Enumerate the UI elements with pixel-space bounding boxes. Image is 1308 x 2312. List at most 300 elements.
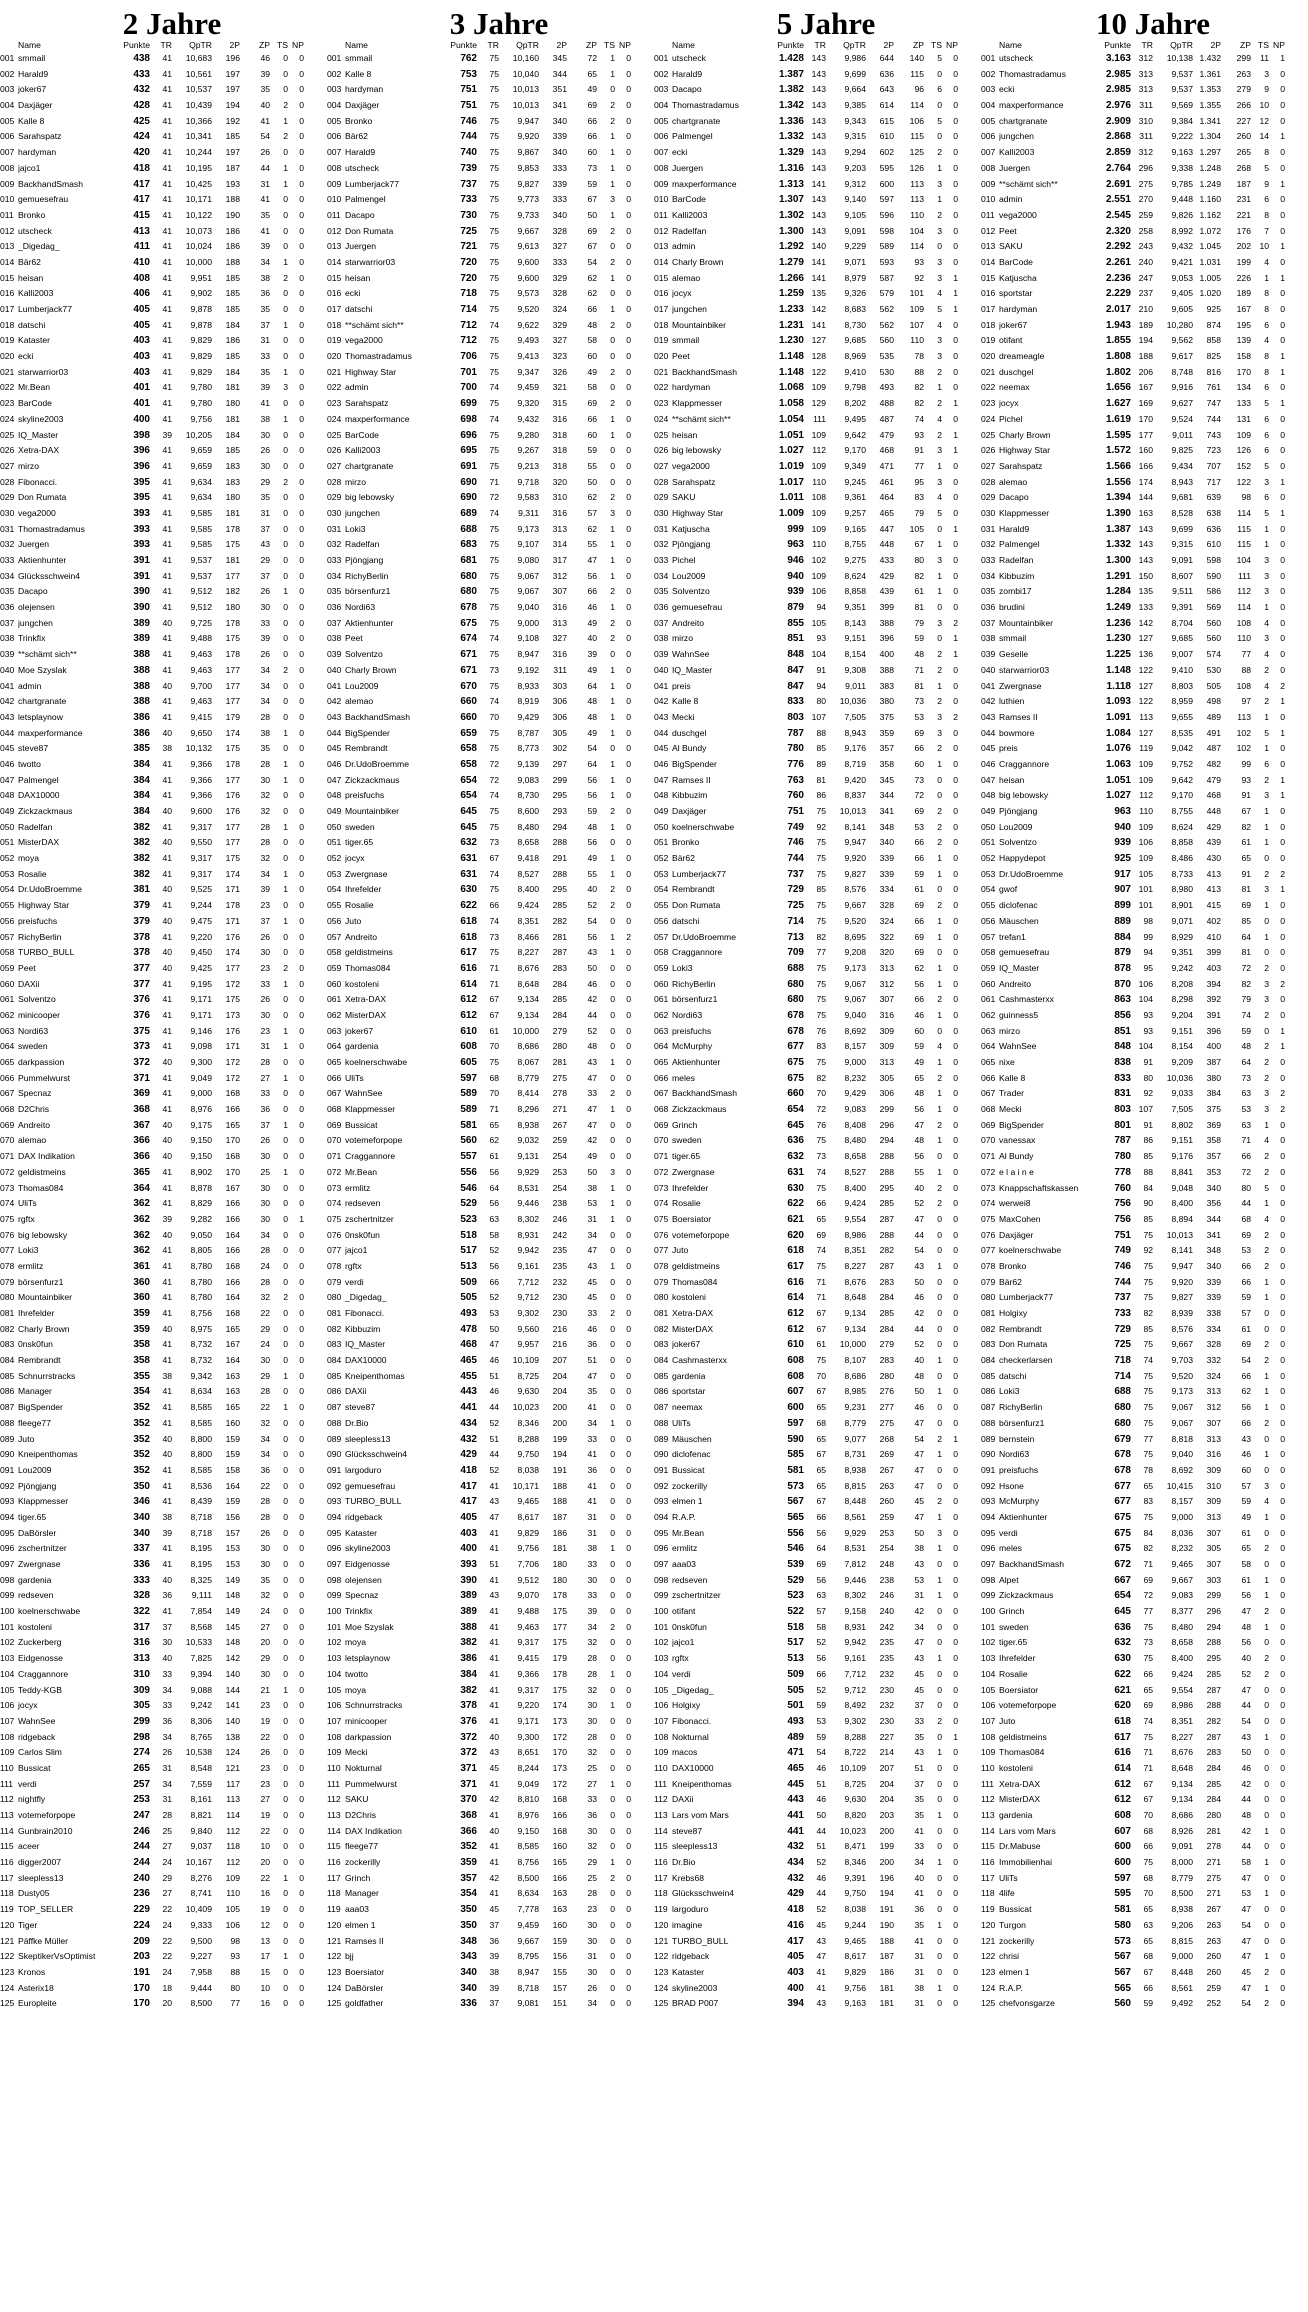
rank-cell: 113: [981, 1810, 995, 1820]
qptr-cell: 8,276: [190, 1872, 212, 1883]
qptr-cell: 9,000: [517, 617, 539, 628]
tr-cell: 24: [162, 1966, 172, 1977]
qptr-cell: 9,825: [1171, 445, 1193, 456]
rank-cell: 074: [0, 1198, 15, 1209]
name-cell: D2Chris: [345, 1810, 377, 1820]
2p-cell: 560: [1206, 633, 1221, 644]
tr-cell: 69: [1143, 1700, 1153, 1711]
tr-cell: 47: [489, 1511, 499, 1522]
rank-cell: 059: [981, 962, 996, 973]
qptr-cell: 9,150: [190, 1151, 212, 1162]
tr-cell: 141: [811, 256, 826, 267]
zp-cell: 266: [1236, 100, 1251, 111]
points-cell: 420: [133, 147, 150, 159]
ts-cell: 0: [937, 1998, 942, 2009]
qptr-cell: 9,756: [844, 1982, 866, 1993]
rank-cell: 065: [981, 1057, 996, 1067]
np-cell: 0: [626, 790, 631, 801]
table-row: [0, 1463, 304, 1479]
name-cell: geldistmeins: [345, 947, 393, 958]
points-cell: 428: [133, 100, 150, 112]
zp-cell: 13: [260, 1935, 270, 1946]
qptr-cell: 9,317: [190, 853, 212, 864]
qptr-cell: 10,013: [839, 806, 866, 816]
table-row: [654, 522, 958, 538]
qptr-cell: 8,938: [517, 1119, 539, 1130]
2p-cell: 285: [552, 900, 567, 911]
points-cell: 600: [1114, 1841, 1131, 1853]
zp-cell: 41: [587, 1402, 597, 1413]
ts-cell: 1: [937, 1449, 942, 1460]
rank-cell: 037: [654, 617, 669, 628]
points-cell: 229: [133, 1904, 150, 1916]
2p-cell: 309: [1206, 1496, 1221, 1507]
2p-cell: 402: [1206, 915, 1221, 926]
2p-cell: 399: [879, 602, 894, 613]
points-cell: 746: [460, 115, 477, 127]
qptr-cell: 9,208: [844, 947, 866, 958]
zp-cell: 41: [260, 225, 270, 236]
table-row: [327, 1667, 631, 1683]
points-cell: 355: [133, 1370, 150, 1382]
qptr-cell: 9,175: [190, 1119, 212, 1130]
2p-cell: 380: [879, 696, 894, 707]
ts-cell: 0: [610, 1433, 615, 1444]
zp-cell: 85: [1241, 915, 1251, 926]
np-cell: 0: [626, 555, 631, 565]
ts-cell: 2: [937, 649, 942, 660]
tr-cell: 41: [162, 978, 172, 989]
name-cell: DAX Indikation: [18, 1151, 75, 1162]
zp-cell: 57: [1241, 1308, 1251, 1318]
name-cell: starwarrior03: [999, 664, 1050, 675]
points-cell: 1.017: [778, 476, 804, 488]
rank-cell: 089: [0, 1433, 15, 1444]
rank-cell: 060: [654, 978, 669, 989]
rank-cell: 061: [981, 994, 996, 1005]
tr-cell: 41: [162, 774, 172, 785]
name-cell: Don Rumata: [999, 1339, 1048, 1350]
ts-cell: 0: [610, 1151, 615, 1162]
rank-cell: 044: [654, 727, 669, 738]
zp-cell: 72: [587, 53, 597, 63]
name-cell: Thomas084: [345, 962, 391, 973]
ts-cell: 0: [283, 1417, 288, 1428]
rank-cell: 021: [654, 366, 669, 377]
name-cell: Andreito: [672, 617, 705, 628]
qptr-cell: 9,366: [190, 758, 212, 769]
points-cell: 517: [787, 1637, 804, 1649]
points-cell: 632: [787, 1151, 804, 1163]
points-cell: 441: [787, 1810, 804, 1821]
points-cell: 560: [460, 1135, 477, 1147]
table-row: [981, 1243, 1285, 1259]
rank-cell: 026: [981, 445, 996, 456]
2p-cell: 598: [879, 225, 894, 236]
qptr-cell: 8,195: [190, 1543, 212, 1554]
rank-cell: 097: [654, 1559, 669, 1569]
points-cell: 718: [460, 288, 477, 300]
table-row: [654, 1149, 958, 1165]
tr-cell: 75: [816, 806, 826, 816]
table-row: [654, 914, 958, 930]
2p-cell: 235: [879, 1637, 894, 1648]
name-cell: smmail: [345, 53, 373, 63]
zp-cell: 53: [1241, 1245, 1251, 1256]
name-cell: verdi: [672, 1668, 691, 1679]
np-cell: 0: [1280, 1496, 1285, 1507]
name-cell: Don Rumata: [672, 900, 721, 911]
name-cell: Lou2009: [672, 570, 706, 581]
name-cell: minicooper: [18, 1009, 61, 1020]
np-cell: 0: [299, 1057, 304, 1067]
ts-cell: 0: [610, 1841, 615, 1852]
header-2p: 2P: [229, 39, 240, 50]
table-row: [654, 67, 958, 83]
ts-cell: 0: [283, 1449, 288, 1460]
rank-cell: 044: [981, 727, 996, 738]
name-cell: brudini: [999, 602, 1025, 613]
np-cell: 2: [1280, 1104, 1285, 1115]
ts-cell: 6: [1264, 492, 1269, 503]
points-cell: 394: [787, 1998, 804, 2010]
zp-cell: 98: [1241, 492, 1251, 503]
qptr-cell: 8,351: [1171, 1715, 1193, 1726]
2p-cell: 593: [879, 256, 894, 267]
table-row: [0, 1541, 304, 1557]
ts-cell: 2: [1264, 1606, 1269, 1617]
rank-cell: 107: [0, 1715, 15, 1726]
rank-cell: 099: [654, 1590, 669, 1601]
zp-cell: 61: [1241, 837, 1251, 848]
tr-cell: 72: [489, 758, 499, 769]
tr-cell: 141: [811, 178, 826, 189]
2p-cell: 294: [552, 821, 567, 832]
zp-cell: 49: [587, 664, 597, 675]
tr-cell: 65: [489, 1119, 499, 1130]
ts-cell: 2: [610, 225, 615, 236]
qptr-cell: 9,463: [517, 1621, 539, 1632]
points-cell: 368: [460, 1810, 477, 1821]
qptr-cell: 7,712: [517, 1276, 539, 1287]
ts-cell: 0: [283, 1009, 288, 1020]
2p-cell: 176: [225, 806, 240, 816]
points-cell: 630: [460, 884, 477, 896]
zp-cell: 31: [260, 335, 270, 346]
qptr-cell: 9,785: [1171, 178, 1193, 189]
np-cell: 0: [1280, 539, 1285, 550]
table-row: [981, 459, 1285, 475]
np-cell: 0: [1280, 1841, 1285, 1852]
2p-cell: 279: [879, 1339, 894, 1350]
rank-cell: 088: [654, 1417, 669, 1428]
2p-cell: 318: [552, 429, 567, 440]
qptr-cell: 9,463: [190, 649, 212, 660]
table-row: [0, 1024, 304, 1040]
2p-cell: 602: [879, 147, 894, 158]
points-cell: 417: [460, 1480, 477, 1492]
np-cell: 0: [626, 978, 631, 989]
2p-cell: 358: [879, 758, 894, 769]
points-cell: 720: [460, 272, 477, 284]
np-cell: 0: [299, 1872, 304, 1883]
zp-cell: 53: [914, 711, 924, 722]
zp-cell: 47: [1241, 1606, 1251, 1617]
2p-cell: 151: [552, 1998, 567, 2009]
ts-cell: 1: [283, 1951, 288, 1962]
2p-cell: 925: [1206, 304, 1221, 314]
rank-cell: 026: [327, 445, 342, 456]
name-cell: chartgranate: [999, 115, 1048, 126]
name-cell: Charly Brown: [345, 664, 397, 675]
2p-cell: 177: [225, 962, 240, 973]
np-cell: 1: [299, 1213, 304, 1224]
name-cell: Mr.Bean: [18, 382, 51, 393]
points-cell: 340: [133, 1511, 150, 1523]
rank-cell: 105: [654, 1684, 669, 1695]
points-cell: 405: [133, 304, 150, 315]
rank-cell: 055: [0, 900, 15, 911]
tr-cell: 74: [489, 790, 499, 801]
2p-cell: 598: [1206, 555, 1221, 565]
zp-cell: 47: [1241, 1684, 1251, 1695]
rank-cell: 097: [0, 1559, 15, 1569]
name-cell: Lars vom Mars: [672, 1810, 729, 1820]
np-cell: 1: [1280, 1025, 1285, 1036]
header-zp: ZP: [586, 39, 597, 50]
2p-cell: 313: [879, 962, 894, 973]
rank-cell: 119: [327, 1904, 341, 1915]
ts-cell: 1: [937, 1166, 942, 1177]
qptr-cell: 8,976: [517, 1810, 539, 1820]
tr-cell: 44: [489, 1449, 499, 1460]
name-cell: börsenfurz1: [999, 1417, 1045, 1428]
np-cell: 0: [299, 1668, 304, 1679]
2p-cell: 615: [879, 115, 894, 126]
ts-cell: 0: [283, 1715, 288, 1726]
zp-cell: 78: [914, 351, 924, 362]
rank-cell: 093: [654, 1496, 669, 1507]
qptr-cell: 9,171: [190, 994, 212, 1005]
points-cell: 372: [460, 1747, 477, 1759]
np-cell: 0: [299, 727, 304, 738]
rank-cell: 105: [981, 1684, 996, 1695]
zp-cell: 47: [914, 1119, 924, 1130]
np-cell: 2: [1280, 978, 1285, 989]
2p-cell: 316: [552, 602, 567, 613]
ts-cell: 2: [1264, 1072, 1269, 1083]
np-cell: 0: [299, 1621, 304, 1632]
ts-cell: 3: [1264, 790, 1269, 801]
2p-cell: 172: [225, 1057, 240, 1067]
rank-cell: 098: [327, 1574, 342, 1585]
ts-cell: 0: [610, 1998, 615, 2009]
tr-cell: 41: [162, 147, 172, 158]
qptr-cell: 9,163: [1171, 147, 1193, 158]
np-cell: 0: [953, 1966, 958, 1977]
qptr-cell: 9,413: [517, 351, 539, 362]
zp-cell: 54: [260, 131, 270, 142]
zp-cell: 57: [587, 507, 597, 518]
2p-cell: 306: [552, 711, 567, 722]
np-cell: 0: [299, 1245, 304, 1256]
table-row: [0, 1777, 304, 1793]
rank-cell: 100: [0, 1606, 15, 1617]
2p-cell: 339: [1206, 1292, 1221, 1303]
tr-cell: 72: [489, 774, 499, 785]
qptr-cell: 8,486: [1171, 853, 1193, 864]
tr-cell: 51: [489, 1370, 499, 1381]
name-cell: zombi17: [999, 586, 1032, 597]
name-cell: Manager: [18, 1386, 52, 1397]
np-cell: 0: [626, 1213, 631, 1224]
np-cell: 1: [953, 272, 958, 283]
points-cell: 939: [1114, 837, 1131, 849]
rank-cell: 114: [981, 1825, 995, 1836]
qptr-cell: 9,302: [844, 1715, 866, 1726]
table-row: [327, 1996, 631, 2012]
tr-cell: 150: [1138, 570, 1153, 581]
ts-cell: 0: [610, 649, 615, 660]
tr-cell: 109: [811, 523, 826, 534]
2p-cell: 196: [225, 53, 240, 63]
tr-cell: 24: [162, 1919, 172, 1930]
rank-cell: 072: [327, 1166, 342, 1177]
table-row: [327, 945, 631, 961]
name-cell: Craggannore: [672, 947, 723, 958]
2p-cell: 488: [879, 398, 894, 409]
2p-cell: 181: [225, 413, 240, 424]
tr-cell: 210: [1138, 304, 1153, 314]
name-cell: votemeforpope: [999, 1700, 1057, 1711]
ts-cell: 0: [283, 1198, 288, 1209]
qptr-cell: 10,000: [839, 1339, 866, 1350]
ts-cell: 0: [610, 1041, 615, 1052]
zp-cell: 48: [1241, 1041, 1251, 1052]
rank-cell: 004: [0, 100, 15, 111]
points-cell: 1.332: [1105, 539, 1131, 551]
np-cell: 0: [1280, 1888, 1285, 1899]
rank-cell: 019: [0, 335, 15, 346]
zp-cell: 30: [260, 1668, 270, 1679]
rank-cell: 083: [654, 1339, 669, 1350]
name-cell: sweden: [999, 1621, 1029, 1632]
qptr-cell: 8,400: [517, 884, 539, 895]
rank-cell: 023: [981, 398, 996, 409]
2p-cell: 287: [879, 1260, 894, 1271]
name-cell: Lumberjack77: [18, 304, 72, 314]
name-cell: Dr.UdoBroemme: [999, 868, 1063, 879]
ts-cell: 0: [937, 523, 942, 534]
table-row: [0, 1981, 304, 1997]
table-row: [654, 1290, 958, 1306]
rank-cell: 116: [0, 1857, 14, 1868]
zp-cell: 29: [587, 1857, 597, 1868]
ts-cell: 8: [1264, 147, 1269, 158]
name-cell: Rembrandt: [999, 1323, 1042, 1334]
points-cell: 313: [133, 1653, 150, 1665]
qptr-cell: 8,232: [844, 1072, 866, 1083]
ts-cell: 1: [1264, 1198, 1269, 1209]
zp-cell: 22: [260, 1308, 270, 1318]
name-cell: elmen 1: [672, 1496, 703, 1507]
qptr-cell: 8,718: [517, 1982, 539, 1993]
table-row: [654, 1824, 958, 1840]
name-cell: bernstein: [999, 1433, 1035, 1444]
name-cell: preis: [999, 743, 1018, 754]
tr-cell: 75: [489, 1057, 499, 1067]
rank-cell: 026: [654, 445, 669, 456]
ts-cell: 1: [937, 1057, 942, 1067]
ts-cell: 0: [937, 1637, 942, 1648]
tr-cell: 127: [1138, 727, 1153, 738]
tr-cell: 41: [489, 1606, 499, 1617]
np-cell: 0: [1280, 335, 1285, 346]
np-cell: 0: [299, 429, 304, 440]
2p-cell: 334: [879, 884, 894, 895]
name-cell: Rembrandt: [345, 743, 388, 754]
zp-cell: 54: [914, 1433, 924, 1444]
ts-cell: 1: [283, 366, 288, 377]
name-cell: RichyBerlin: [999, 1402, 1043, 1413]
table-row: [327, 1824, 631, 1840]
name-cell: Mecki: [345, 1747, 368, 1758]
ts-cell: 1: [1264, 523, 1269, 534]
qptr-cell: 8,585: [190, 1464, 212, 1475]
qptr-cell: 9,067: [1171, 1402, 1193, 1413]
np-cell: 0: [1280, 1213, 1285, 1224]
name-cell: Aktienhunter: [345, 617, 394, 628]
name-cell: maxperformance: [18, 727, 83, 738]
qptr-cell: 9,111: [191, 1590, 212, 1601]
ts-cell: 0: [610, 351, 615, 362]
name-cell: Trinkfix: [18, 633, 46, 644]
name-cell: Bussicat: [999, 1904, 1032, 1915]
ts-cell: 0: [610, 1653, 615, 1664]
np-cell: 0: [299, 586, 304, 597]
2p-cell: 358: [1206, 1135, 1221, 1146]
2p-cell: 1.297: [1199, 147, 1221, 158]
tr-cell: 18: [162, 1982, 172, 1993]
np-cell: 0: [299, 743, 304, 754]
2p-cell: 316: [552, 507, 567, 518]
rank-cell: 121: [0, 1935, 15, 1946]
tr-cell: 75: [489, 131, 499, 142]
table-row: [327, 788, 631, 804]
np-cell: 0: [626, 1543, 631, 1554]
qptr-cell: 9,165: [844, 523, 866, 534]
np-cell: 0: [626, 915, 631, 926]
ts-cell: 0: [1264, 1778, 1269, 1789]
qptr-cell: 9,351: [1171, 947, 1193, 958]
rank-cell: 112: [654, 1794, 668, 1805]
qptr-cell: 9,655: [1171, 711, 1193, 722]
ts-cell: 0: [283, 1998, 288, 2009]
qptr-cell: 9,195: [190, 978, 212, 989]
table-row: [0, 412, 304, 428]
qptr-cell: 9,108: [517, 633, 539, 644]
name-cell: Harald9: [999, 523, 1030, 534]
name-cell: koelnerschwabe: [672, 821, 735, 832]
table-row: [0, 302, 304, 318]
points-cell: 443: [787, 1794, 804, 1806]
ts-cell: 0: [283, 492, 288, 503]
qptr-cell: 9,275: [844, 555, 866, 565]
ts-cell: 2: [1264, 1260, 1269, 1271]
qptr-cell: 9,000: [1171, 1511, 1193, 1522]
qptr-cell: 9,622: [517, 319, 539, 330]
zp-cell: 63: [1241, 1088, 1251, 1099]
